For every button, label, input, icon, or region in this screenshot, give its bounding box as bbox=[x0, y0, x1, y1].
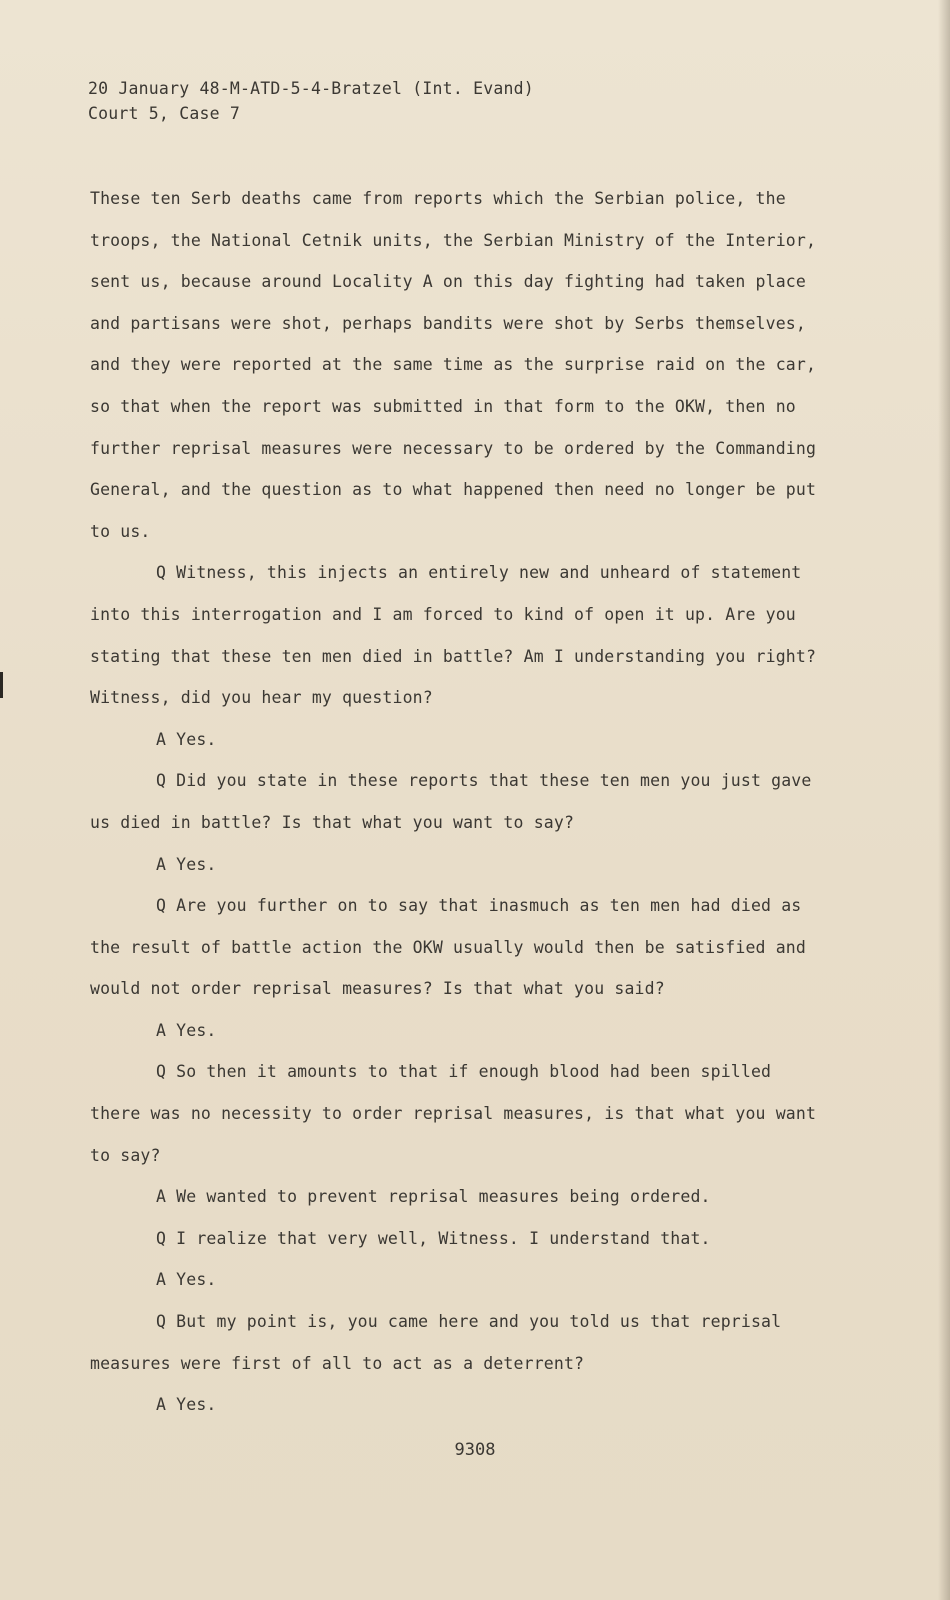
transcript-line: us died in battle? Is that what you want to say? bbox=[90, 812, 575, 832]
transcript-line: Witness, did you hear my question? bbox=[90, 688, 433, 708]
answer-line: A Yes. bbox=[156, 1020, 217, 1040]
question-line: Q So then it amounts to that if enough blood had been spilled bbox=[156, 1062, 772, 1082]
transcript-line: would not order reprisal measures? Is that what you said? bbox=[90, 979, 665, 999]
page-number: 9308 bbox=[454, 1440, 496, 1460]
transcript-line: and partisans were shot, perhaps bandits were shot by Serbs themselves, bbox=[90, 313, 806, 333]
page-edge-shadow bbox=[938, 0, 950, 1600]
answer-line: A Yes. bbox=[156, 729, 217, 749]
question-line: Q Did you state in these reports that these ten men you just gave bbox=[156, 771, 812, 791]
transcript-line: further reprisal measures were necessary to be ordered by the Commanding bbox=[90, 438, 817, 458]
transcript-line: the result of battle action the OKW usually would then be satisfied and bbox=[90, 937, 806, 957]
header-line-date-ref: 20 January 48-M-ATD-5-4-Bratzel (Int. Evand) bbox=[88, 79, 534, 98]
answer-line: A Yes. bbox=[156, 1395, 217, 1415]
answer-line: A We wanted to prevent reprisal measures being ordered. bbox=[156, 1187, 711, 1207]
answer-line: A Yes. bbox=[156, 854, 217, 874]
transcript-line: to us. bbox=[90, 521, 151, 541]
transcript-line: General, and the question as to what happened then need no longer be put bbox=[90, 480, 817, 500]
question-line: Q Are you further on to say that inasmuch as ten men had died as bbox=[156, 896, 802, 916]
question-line: Q But my point is, you came here and you told us that reprisal bbox=[156, 1312, 782, 1332]
question-line: Q I realize that very well, Witness. I understand that. bbox=[156, 1228, 711, 1248]
transcript-line: measures were first of all to act as a deterrent? bbox=[90, 1353, 585, 1373]
document-header bbox=[88, 76, 788, 126]
transcript-line: troops, the National Cetnik units, the Serbian Ministry of the Interior, bbox=[90, 230, 817, 250]
transcript-body bbox=[90, 178, 830, 1426]
margin-mark bbox=[0, 672, 3, 698]
transcript-line: sent us, because around Locality A on this day fighting had taken place bbox=[90, 272, 806, 292]
transcript-line: there was no necessity to order reprisal measures, is that what you want bbox=[90, 1104, 817, 1124]
header-line-court-case: Court 5, Case 7 bbox=[88, 104, 241, 123]
transcript-line: into this interrogation and I am forced to kind of open it up. Are you bbox=[90, 604, 796, 624]
question-line: Q Witness, this injects an entirely new and unheard of statement bbox=[156, 563, 802, 583]
transcript-line: These ten Serb deaths came from reports which the Serbian police, the bbox=[90, 189, 786, 208]
transcript-line: and they were reported at the same time as the surprise raid on the car, bbox=[90, 355, 817, 375]
transcript-line: stating that these ten men died in battle? Am I understanding you right? bbox=[90, 646, 817, 666]
transcript-line: so that when the report was submitted in that form to the OKW, then no bbox=[90, 396, 796, 416]
transcript-line: to say? bbox=[90, 1145, 161, 1165]
answer-line: A Yes. bbox=[156, 1270, 217, 1290]
